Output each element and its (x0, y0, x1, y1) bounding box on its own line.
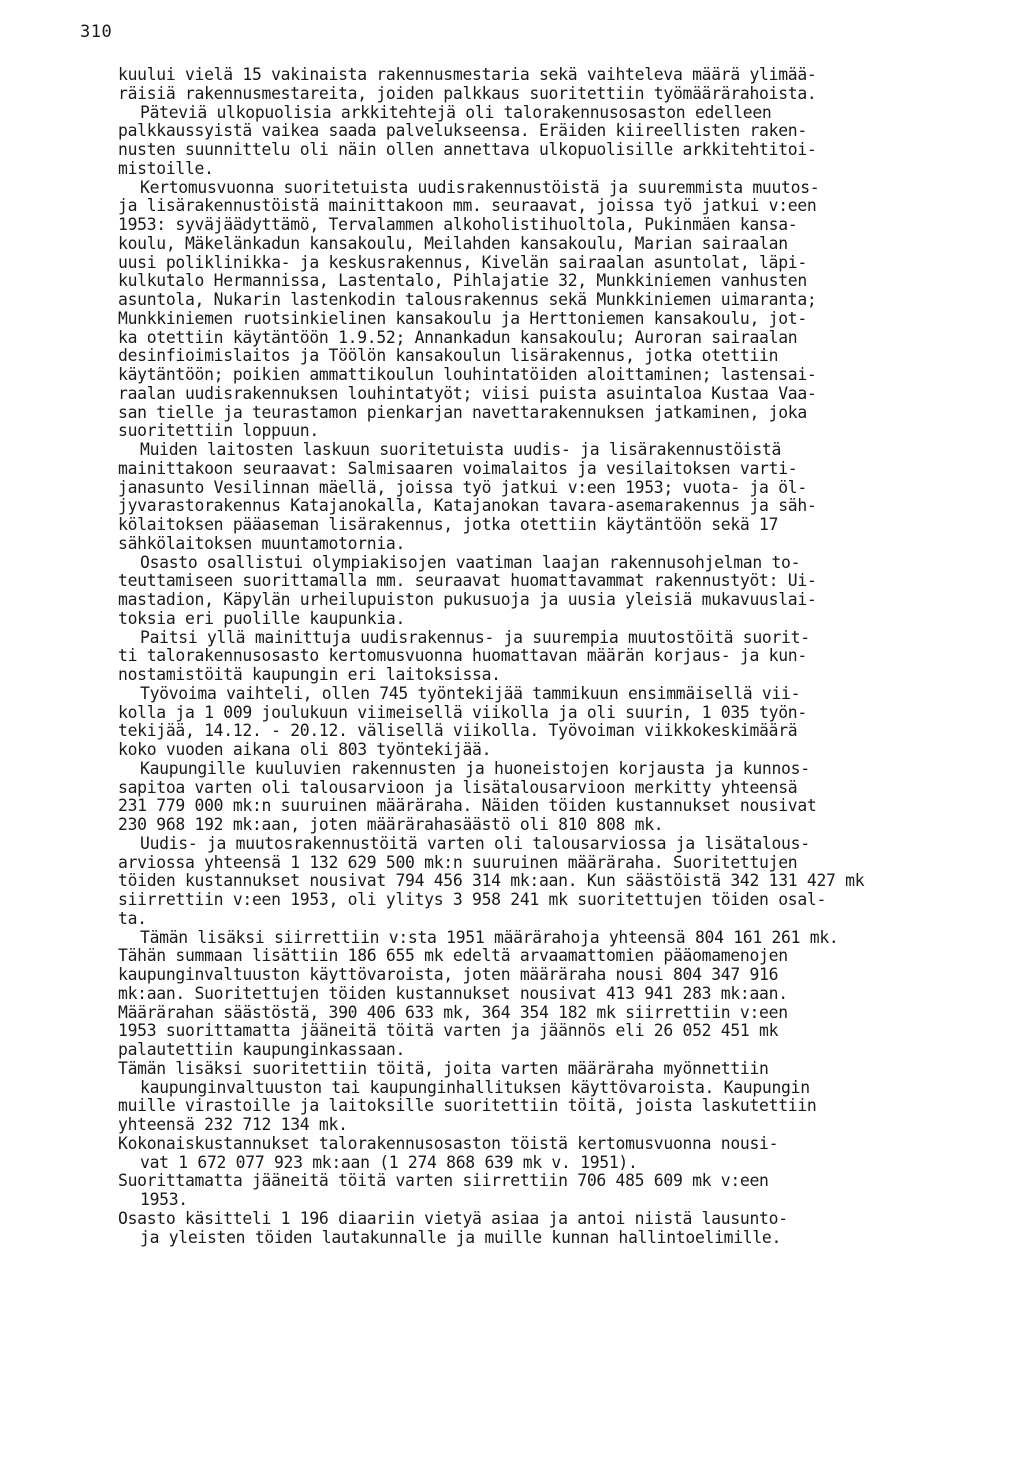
text-line: Munkkiniemen ruotsinkielinen kansakoulu ja Herttoniemen kansakoulu, jot- (118, 308, 807, 328)
text-line: Määrärahan säästöstä, 390 406 633 mk, 364 354 182 mk siirrettiin v:een (118, 1002, 788, 1022)
text-line: vat 1 672 077 923 mk:aan (1 274 868 639 mk v. 1951). (140, 1152, 638, 1172)
text-line: kulkutalo Hermannissa, Lastentalo, Pihlajatie 32, Munkkiniemen vanhusten (118, 271, 807, 291)
text-line: Tämän lisäksi suoritettiin töitä, joita varten määräraha myönnettiin (118, 1058, 769, 1078)
text-line: suoritettiin loppuun. (118, 421, 319, 441)
text-line: yhteensä 232 712 134 mk. (118, 1115, 348, 1134)
text-line: sähkölaitoksen muuntamotornia. (118, 533, 406, 553)
text-line: Päteviä ulkopuolisia arkkitehtejä oli talorakennusosaston edelleen (140, 102, 772, 122)
text-line: Tähän summaan lisättiin 186 655 mk edeltä arvaamattomien pääomamenojen (118, 946, 788, 966)
text-line: janasunto Vesilinnan mäellä, joissa työ jatkui v:een 1953; vuota- ja öl- (118, 477, 807, 497)
text-line: uusi poliklinikka- ja keskusrakennus, Kivelän sairaalan asuntolat, läpi- (118, 252, 807, 272)
text-line: kolla ja 1 009 joulukuun viimeisellä viikolla ja oli suurin, 1 035 työn- (118, 702, 807, 722)
body-text (118, 66, 1013, 1247)
text-line: ja yleisten töiden lautakunnalle ja muille kunnan hallintoelimille. (140, 1227, 782, 1247)
text-line: ja lisärakennustöistä mainittakoon mm. seuraavat, joissa työ jatkui v:een (118, 196, 817, 216)
text-line: sapitoa varten oli talousarvioon ja lisätalousarvioon merkitty yhteensä (118, 777, 798, 797)
text-line: 1953. (140, 1190, 188, 1209)
text-line: Suorittamatta jääneitä töitä varten siirrettiin 706 485 609 mk v:een (118, 1171, 769, 1191)
text-line: kaupunginvaltuuston tai kaupunginhallituksen käyttövaroista. Kaupungin (140, 1077, 810, 1097)
text-line: raalan uudisrakennuksen louhintatyöt; viisi puista asuintaloa Kustaa Vaa- (118, 383, 817, 403)
text-line: Kertomusvuonna suoritetuista uudisrakennustöistä ja suuremmista muutos- (140, 177, 820, 197)
text-line: arviossa yhteensä 1 132 629 500 mk:n suuruinen määräraha. Suoritettujen (118, 852, 798, 872)
text-line: Uudis- ja muutosrakennustöitä varten oli talousarviossa ja lisätalous- (140, 833, 810, 853)
text-line: koulu, Mäkelänkadun kansakoulu, Meilahden kansakoulu, Marian sairaalan (118, 233, 788, 253)
text-line: kuului vielä 15 vakinaista rakennusmestaria sekä vaihteleva määrä ylimää- (118, 65, 817, 84)
text-line: 1953: syväjäädyttämö, Tervalammen alkoholistihuoltola, Pukinmäen kansa- (118, 215, 798, 234)
text-line: koko vuoden aikana oli 803 työntekijää. (118, 740, 492, 759)
text-line: nusten suunnittelu oli näin ollen annettava ulkopuolisille arkkitehtitoi- (118, 140, 817, 159)
text-line: mainittakoon seuraavat: Salmisaaren voimalaitos ja vesilaitoksen varti- (118, 458, 798, 478)
text-line: jyvarastorakennus Katajanokalla, Katajanokan tavara-asemarakennus ja säh- (118, 496, 817, 516)
text-line: ka otettiin käytäntöön 1.9.52; Annankadun kansakoulu; Auroran sairaalan (118, 327, 798, 347)
text-line: kaupunginvaltuuston käyttövaroista, joten määräraha nousi 804 347 916 (118, 965, 779, 984)
text-line: toksia eri puolille kaupunkia. (118, 608, 406, 628)
text-line: Työvoima vaihteli, ollen 745 työntekijää tammikuun ensimmäisellä vii- (140, 683, 801, 703)
text-line: Osasto osallistui olympiakisojen vaatiman laajan rakennusohjelman to- (140, 552, 801, 572)
text-line: asuntola, Nukarin lastenkodin talousrakennus sekä Munkkiniemen uimaranta; (118, 290, 817, 309)
text-line: Kaupungille kuuluvien rakennusten ja huoneistojen korjausta ja kunnos- (140, 758, 810, 778)
text-line: Kokonaiskustannukset talorakennusosaston töistä kertomusvuonna nousi- (118, 1133, 779, 1153)
text-line: desinfioimislaitos ja Töölön kansakoulun lisärakennus, jotka otettiin (118, 346, 779, 366)
text-line: ta. (118, 908, 147, 928)
text-line: käytäntöön; poikien ammattikoulun louhintatöiden aloittaminen; lastensai- (118, 365, 817, 384)
text-line: san tielle ja teurastamon pienkarjan navettarakennuksen jatkaminen, joka (118, 402, 807, 422)
text-line: 230 968 192 mk:aan, joten määrärahasäästö oli 810 808 mk. (118, 815, 664, 834)
text-line: mk:aan. Suoritettujen töiden kustannukset nousivat 413 941 283 mk:aan. (118, 983, 788, 1003)
text-line: mastadion, Käpylän urheilupuiston pukusuoja ja uusia yleisiä mukavuuslai- (118, 590, 817, 609)
text-line: palkkaussyistä vaikea saada palvelukseensa. Eräiden kiireellisten raken- (118, 121, 807, 141)
text-line: kölaitoksen pääaseman lisärakennus, jotka otettiin käytäntöön sekä 17 (118, 515, 779, 534)
text-line: töiden kustannukset nousivat 794 456 314 mk:aan. Kun säästöistä 342 131 427 mk (118, 871, 865, 891)
text-line: muille virastoille ja laitoksille suoritettiin töitä, joista laskutettiin (118, 1096, 817, 1116)
text-line: siirrettiin v:een 1953, oli ylitys 3 958 241 mk suoritettujen töiden osal- (118, 890, 827, 909)
text-line: teuttamiseen suorittamalla mm. seuraavat huomattavammat rakennustyöt: Ui- (118, 571, 817, 591)
text-line: ti talorakennusosasto kertomusvuonna huomattavan määrän korjaus- ja kun- (118, 646, 807, 666)
text-line: tekijää, 14.12. - 20.12. välisellä viikolla. Työvoiman viikkokeskimäärä (118, 721, 798, 741)
text-line: Tämän lisäksi siirrettiin v:sta 1951 määrärahoja yhteensä 804 161 261 mk. (140, 927, 839, 947)
text-line: 231 779 000 mk:n suuruinen määräraha. Näiden töiden kustannukset nousivat (118, 796, 817, 816)
text-line: Paitsi yllä mainittuja uudisrakennus- ja suurempia muutostöitä suorit- (140, 627, 810, 647)
text-line: palautettiin kaupunginkassaan. (118, 1040, 406, 1059)
text-line: Osasto käsitteli 1 196 diaariin vietyä asiaa ja antoi niistä lausunto- (118, 1208, 788, 1228)
text-line: Muiden laitosten laskuun suoritetuista uudis- ja lisärakennustöistä (140, 440, 782, 459)
text-line: nostamistöitä kaupungin eri laitoksissa. (118, 665, 501, 684)
page-number: 310 (80, 22, 113, 42)
text-line: mistoille. (118, 158, 214, 178)
text-line: räisiä rakennusmestareita, joiden palkkaus suoritettiin työmäärärahoista. (118, 83, 817, 103)
text-line: 1953 suorittamatta jääneitä töitä varten ja jäännös eli 26 052 451 mk (118, 1021, 779, 1041)
